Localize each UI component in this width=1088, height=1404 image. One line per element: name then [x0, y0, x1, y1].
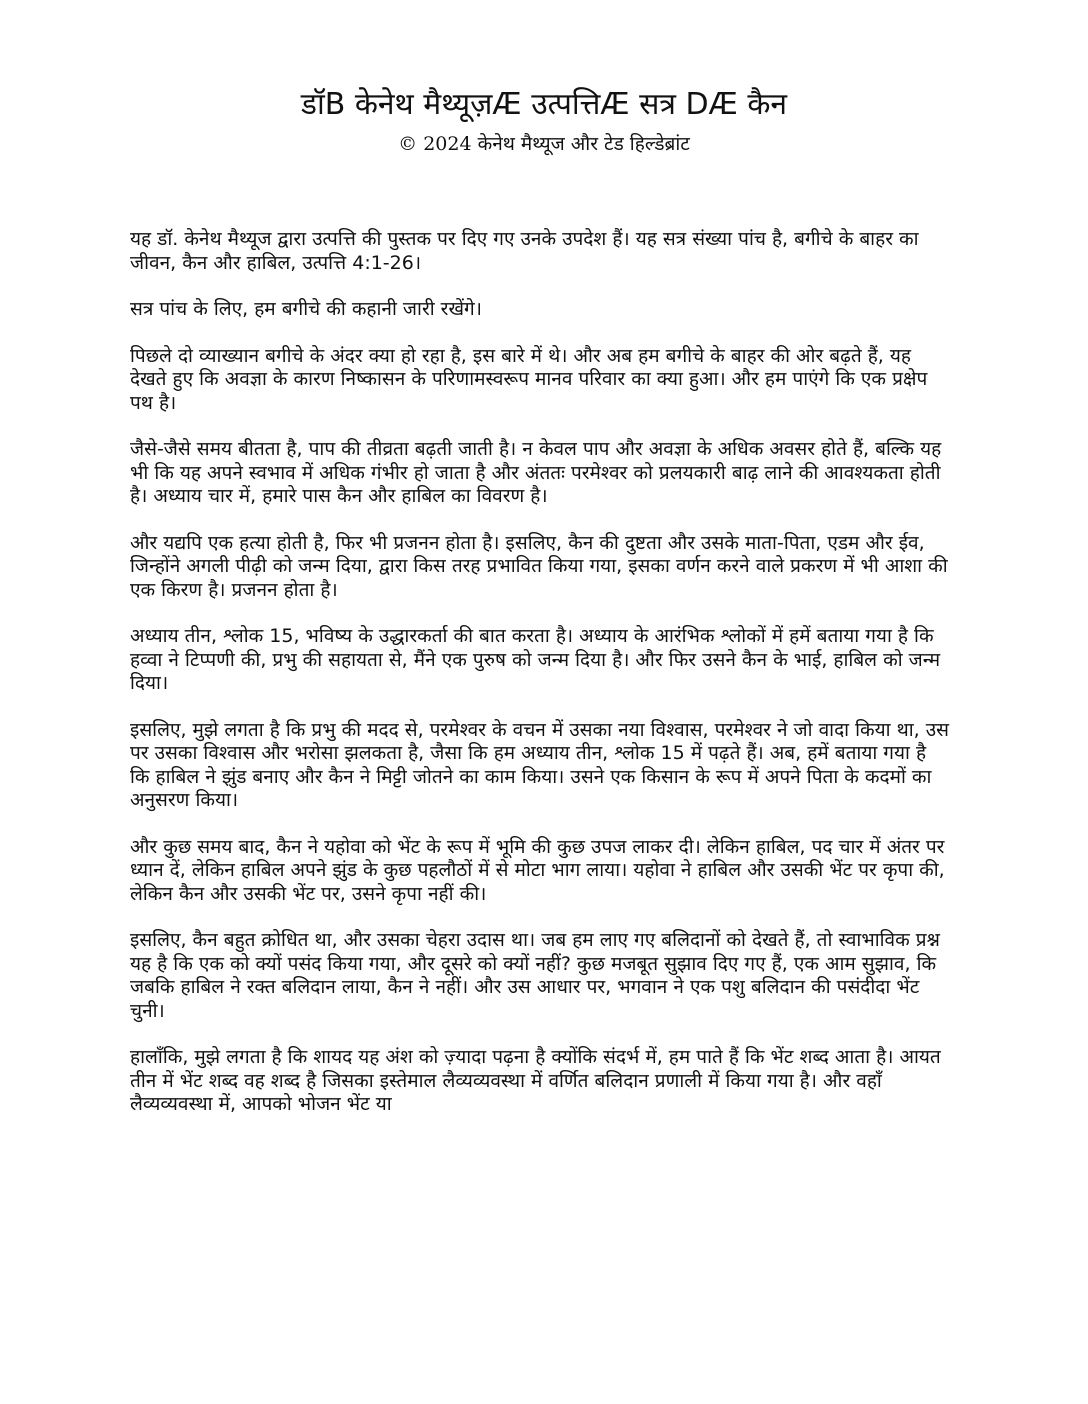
paragraph: और यद्यपि एक हत्या होती है, फिर भी प्रजनन होता है। इसलिए, कैन की दुष्टता और उसके माता-पिता, एडम और ईव, जिन्होंने अगली पीढ़ी को जन्म दिया, द्वारा किस तरह प्रभावित किया गया, इसका वर्णन करने वाले प्रकरण में भी आशा की एक किरण है। प्रजनन होता है।: [130, 531, 948, 601]
paragraph: इसलिए, मुझे लगता है कि प्रभु की मदद से, परमेश्वर के वचन में उसका नया विश्वास, परमेश्वर ने जो वादा किया था, उस पर उसका विश्वास और भरोसा झलकता है, जैसा कि हम अध्याय तीन, श्लोक 15 में पढ़ते हैं। अब, हमें बताया गया है कि हाबिल ने झुंड बनाए और कैन ने मिट्टी जोतने का काम किया। उसने एक किसान के रूप में अपने पिता के कदमों का अनुसरण किया।: [130, 718, 950, 811]
paragraph: अध्याय तीन, श्लोक 15, भविष्य के उद्धारकर्ता की बात करता है। अध्याय के आरंभिक श्लोकों में हमें बताया गया है कि हव्वा ने टिप्पणी की, प्रभु की सहायता से, मैंने एक पुरुष को जन्म दिया है। और फिर उसने कैन के भाई, हाबिल को जन्म दिया।: [130, 625, 941, 694]
document-body: [130, 228, 950, 1140]
copyright-line: © 2024 केनेथ मैथ्यूज और टेड हिल्डेब्रांट: [398, 133, 690, 155]
paragraph: इसलिए, कैन बहुत क्रोधित था, और उसका चेहरा उदास था। जब हम लाए गए बलिदानों को देखते हैं, तो स्वाभाविक प्रश्न यह है कि एक को क्यों पसंद किया गया, और दूसरे को क्यों नहीं? कुछ मजबूत सुझाव दिए गए हैं, एक आम सुझाव, कि जबकि हाबिल ने रक्त बलिदान लाया, कैन ने नहीं। और उस आधार पर, भगवान ने एक पशु बलिदान की पसंदीदा भेंट चुनी।: [130, 929, 940, 1022]
paragraph: सत्र पांच के लिए, हम बगीचे की कहानी जारी रखेंगे।: [130, 298, 482, 320]
paragraph: हालाँकि, मुझे लगता है कि शायद यह अंश को ज़्यादा पढ़ना है क्योंकि संदर्भ में, हम पाते हैं कि भेंट शब्द आता है। आयत तीन में भेंट शब्द वह शब्द है जिसका इस्तेमाल लैव्यव्यवस्था में वर्णित बलिदान प्रणाली में किया गया है। और वहाँ लैव्यव्यवस्था में, आपको भोजन भेंट या: [130, 1046, 941, 1115]
paragraph: जैसे-जैसे समय बीतता है, पाप की तीव्रता बढ़ती जाती है। न केवल पाप और अवज्ञा के अधिक अवसर होते हैं, बल्कि यह भी कि यह अपने स्वभाव में अधिक गंभीर हो जाता है और अंततः परमेश्वर को प्रलयकारी बाढ़ लाने की आवश्यकता होती है। अध्याय चार में, हमारे पास कैन और हाबिल का विवरण है।: [130, 438, 942, 507]
document-title: डॉB केनेथ मैथ्यूज़Æ उत्पत्तिÆ सत्र DÆ कैन: [300, 87, 788, 122]
title-block: [0, 88, 1088, 156]
paragraph: यह डॉ. केनेथ मैथ्यूज द्वारा उत्पत्ति की पुस्तक पर दिए गए उनके उपदेश हैं। यह सत्र संख्या पांच है, बगीचे के बाहर का जीवन, कैन और हाबिल, उत्पत्ति 4:1-26।: [130, 228, 919, 274]
paragraph: और कुछ समय बाद, कैन ने यहोवा को भेंट के रूप में भूमि की कुछ उपज लाकर दी। लेकिन हाबिल, पद चार में अंतर पर ध्यान दें, लेकिन हाबिल अपने झुंड के कुछ पहलौठों में से मोटा भाग लाया। यहोवा ने हाबिल और उसकी भेंट पर कृपा की, लेकिन कैन और उसकी भेंट पर, उसने कृपा नहीं की।: [130, 835, 945, 905]
paragraph: पिछले दो व्याख्यान बगीचे के अंदर क्या हो रहा है, इस बारे में थे। और अब हम बगीचे के बाहर की ओर बढ़ते हैं, यह देखते हुए कि अवज्ञा के कारण निष्कासन के परिणामस्वरूप मानव परिवार का क्या हुआ। और हम पाएंगे कि एक प्रक्षेप पथ है।: [130, 344, 928, 414]
